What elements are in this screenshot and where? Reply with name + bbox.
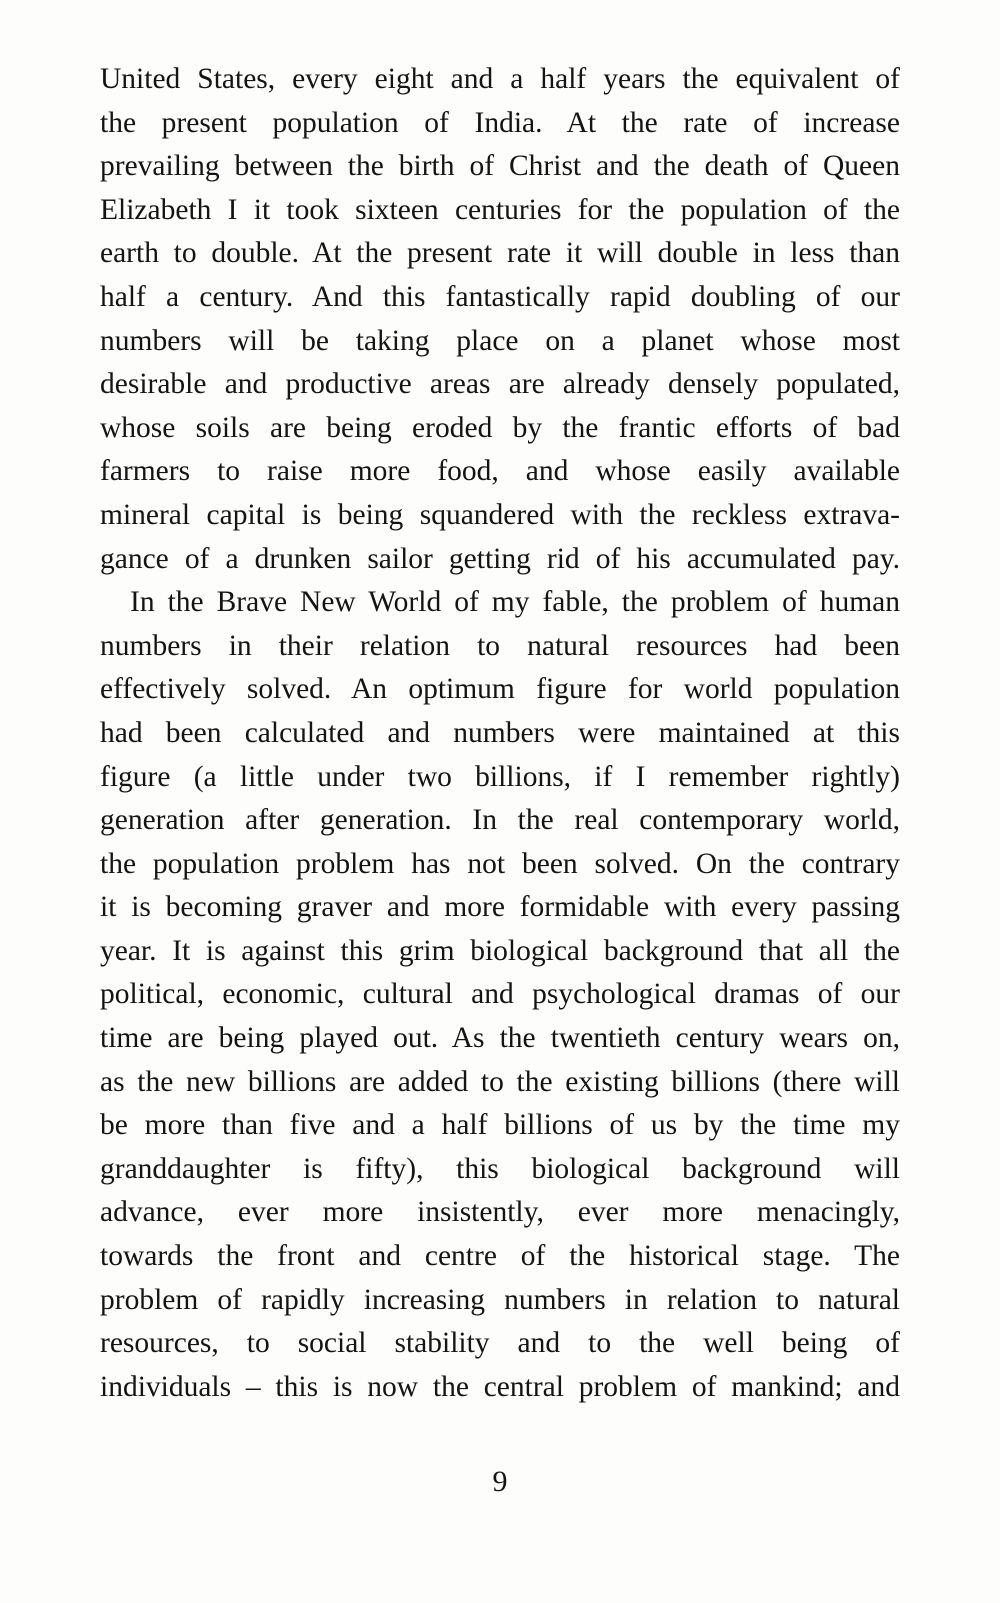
text-line: towards the front and centre of the historical stage. The (100, 1240, 900, 1273)
text-line: individuals – this is now the central problem of mankind; and (100, 1370, 900, 1403)
text-line: numbers in their relation to natural resources had been (100, 629, 900, 662)
text-line: time are being played out. As the twentieth century wears on, (100, 1022, 900, 1055)
text-line: advance, ever more insistently, ever more menacingly, (100, 1196, 900, 1229)
text-line: the present population of India. At the rate of increase (100, 106, 900, 139)
text-line: year. It is against this grim biological background that all the (100, 934, 900, 967)
paragraph-2 (100, 581, 900, 1409)
text-line: prevailing between the birth of Christ and the death of Queen (100, 150, 900, 183)
text-line: the population problem has not been solved. On the contrary (100, 847, 900, 880)
paragraph-1 (100, 58, 900, 581)
text-line: resources, to social stability and to the well being of (100, 1327, 900, 1360)
text-line: earth to double. At the present rate it will double in less than (100, 237, 900, 270)
text-line: figure (a little under two billions, if I remember rightly) (100, 760, 900, 793)
text-line: gance of a drunken sailor getting rid of his accumulated pay. (100, 542, 900, 575)
text-line: In the Brave New World of my fable, the problem of human (130, 586, 900, 619)
text-line: it is becoming graver and more formidable with every passing (100, 891, 900, 924)
text-line: half a century. And this fantastically rapid doubling of our (100, 280, 900, 313)
text-line: effectively solved. An optimum figure for world population (100, 673, 900, 706)
text-line: generation after generation. In the real contemporary world, (100, 804, 900, 837)
text-line: United States, every eight and a half years the equivalent of (100, 63, 900, 95)
text-line: as the new billions are added to the existing billions (there will (100, 1065, 900, 1098)
text-line: political, economic, cultural and psychological dramas of our (100, 978, 900, 1011)
text-line: mineral capital is being squandered with the reckless extrava- (100, 498, 900, 531)
text-line: whose soils are being eroded by the frantic efforts of bad (100, 411, 900, 444)
body-text (100, 58, 900, 1409)
text-line: desirable and productive areas are already densely populated, (100, 368, 900, 401)
text-line: Elizabeth I it took sixteen centuries for the population of the (100, 193, 900, 226)
page-number: 9 (492, 1465, 508, 1498)
text-line: granddaughter is fifty), this biological background will (100, 1152, 900, 1185)
text-line: numbers will be taking place on a planet whose most (100, 324, 900, 357)
text-line: farmers to raise more food, and whose easily available (100, 455, 900, 488)
text-line: problem of rapidly increasing numbers in relation to natural (100, 1283, 900, 1316)
text-line: had been calculated and numbers were maintained at this (100, 716, 900, 749)
text-line: be more than five and a half billions of us by the time my (100, 1109, 900, 1142)
